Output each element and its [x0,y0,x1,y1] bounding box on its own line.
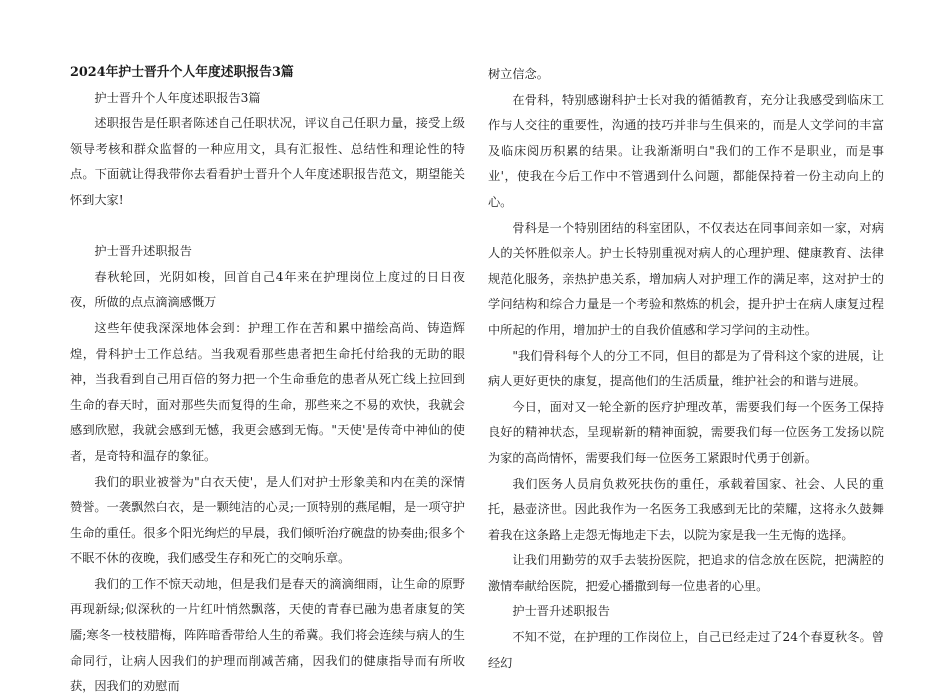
paragraph: 骨科是一个特别团结的科室团队，不仅表达在同事间亲如一家，对病人的关怀胜似亲人。护士长特别重视对病人的心理护理、健康教育、法律规范化服务，亲热护患关系，增加病人对护理工作的满足率，这对护士的学问结构和综合力量是一个考验和熬炼的机会，提升护士在病人康复过程中所起的作用，增加护士的自我价值感和学习学问的主动性。 [488,220,884,337]
paragraph: 我们医务人员肩负救死扶伤的重任，承载着国家、社会、人民的重托，悬壶济世。因此我作为一名医务工我感到无比的荣耀，这将永久鼓舞着我在这条路上走怨无悔地走下去，以院为家是我一生无悔的选择。 [488,476,884,542]
paragraph: 今日，面对又一轮全新的医疗护理改革，需要我们每一个医务工保持良好的精神状态，呈现崭新的精神面貌，需要我们每一位医务工发扬以院为家的高尚情怀，需要我们每一位医务工紧跟时代勇于创新。 [488,399,884,465]
paragraph: 这些年使我深深地体会到：护理工作在苦和累中描绘高尚、铸造辉煌，骨科护士工作总结。当我观看那些患者把生命托付给我的无助的眼神，当我看到自己用百倍的努力把一个生命垂危的患者从死亡线上拉回到生命的春天时，面对那些失而复得的生命，那些来之不易的欢快，我就会感到欣慰，我就会感到无憾，我更会感到无悔。"天使'是传奇中神仙的使者，是奇特和温存的象征。 [70,320,465,463]
paragraph: 不知不觉，在护理的工作岗位上，自己已经走过了24个春夏秋冬。曾经幻 [488,630,884,670]
paragraph: 我们的工作不惊天动地，但是我们是春天的滴滴细雨，让生命的原野再现新绿;似深秋的一片红叶悄然飘落，天使的青春已融为患者康复的笑靥;寒冬一枝枝腊梅，阵阵暗香带给人生的希冀。我们将会连续与病人的生命同行，让病人因我们的护理而削减苦痛，因我们的健康指导而有所收获，因我们的劝慰而 [70,576,465,694]
paragraph: 春秋轮回，光阴如梭，回首自己4年来在护理岗位上度过的日日夜夜，所做的点点滴滴感慨万 [70,269,465,310]
subtitle: 护士晋升个人年度述职报告3篇 [94,90,261,105]
paragraph: 在骨科，特别感谢科护士长对我的循循教育，充分让我感受到临床工作与人交往的重要性，沟通的技巧并非与生俱来的，而是人文学问的丰富及临床阅历积累的结果。让我渐渐明白"我们的工作不是职业，而是事业'，使我在今后工作中不管遇到什么问题，都能保持着一份主动向上的心。 [488,92,884,209]
paragraph-continuation: 树立信念。 [488,67,549,81]
paragraph: 我们的职业被誉为"白衣天使'，是人们对护士形象美和内在美的深情赞誉。一袭飘然白衣，是一颗纯洁的心灵;一顶特别的燕尾帽，是一项守护生命的重任。很多个阳光绚烂的早晨，我们倾听治疗碗盘的协奏曲;很多个不眠不休的夜晚，我们感受生存和死亡的交响乐章。 [70,474,465,566]
paragraph: "我们骨科每个人的分工不同，但目的都是为了骨科这个家的进展，让病人更好更快的康复，提高他们的生活质量，维护社会的和谐与进展。 [488,348,884,389]
section-heading: 护士晋升述职报告 [512,604,610,619]
left-column [70,60,465,700]
right-column [488,62,884,676]
paragraph: 让我们用勤劳的双手去装扮医院，把追求的信念放在医院，把满腔的激情奉献给医院，把爱心播撒到每一位患者的心里。 [488,553,884,593]
section-heading: 护士晋升述职报告 [94,244,192,259]
paragraph: 述职报告是任职者陈述自己任职状况，评议自己任职力量，接受上级领导考核和群众监督的一种应用文，具有汇报性、总结性和理论性的特点。下面就让得我带你去看看护士晋升个人年度述职报告范文，期望能关怀到大家! [70,116,465,207]
document-title: 2024年护士晋升个人年度述职报告3篇 [70,65,294,80]
blank-line [70,214,465,240]
